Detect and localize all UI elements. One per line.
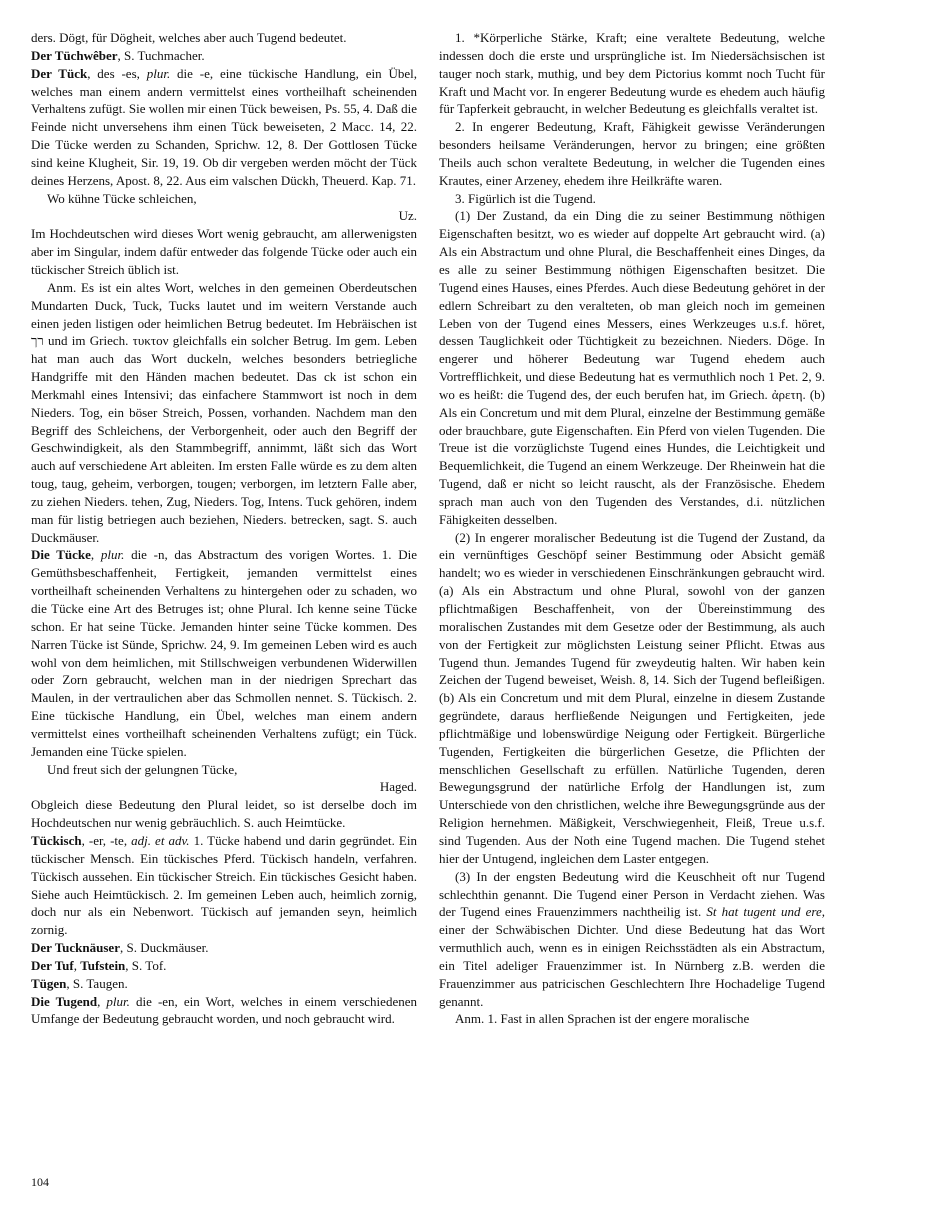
entry-tueck: Der Tück, des -es, plur. die -e, eine tückische Handlung, ein Übel, welches man einem andern vermittelst eines vortheilhaft scheinenden Verhaltens zufügt. Sie wollen mir einen Tück beweisen, Ps. 55, 4. Daß die Feinde nicht unversehens ihm einen Tück beweiseten, 2 Macc. 14, 22. Die Tücke werden zu Schanden, Sprichw. 12, 8. Der Gottlosen Tücke sind keine Klugheit, Sir. 19, 19. Ob dir vergeben werden möcht der Tück deines Herzens, Apost. 8, 22. Aus eim valschen Dückh, Theuerd. Kap. 71. <box>31 65 417 188</box>
sense-paragraph: (3) In der engsten Bedeutung wird die Keuschheit oft nur Tugend schlechthin genannt. Die Tugend einer Person in Verdacht ziehen. Was der Tugend eines Frauenzimmers nachtheilig ist. St hat tugent und ere, einer der Schwäbischen Dichter. Und diese Bedeutung hat das Wort vermuthlich auch, wenn es in einigen Reichsstädten als ein Abstractum, ein Titel adeliger Frauenzimmer ist. In Nürnberg z.B. werden die Frauenzimmer aus patricischen Geschlechtern Ihre Hochadelige Tugend genannt. <box>439 868 825 1009</box>
verse-quote: Wo kühne Tücke schleichen, <box>47 190 197 206</box>
entry-tueckisch: Tückisch, -er, -te, adj. et adv. 1. Tücke habend und darin gegründet. Ein tückischer Mensch. Ein tückisches Pferd. Tückisch handeln, verfahren. Tückisch aussehen. Ein tückischer Streich. Ein tückisches Gesicht haben. Siehe auch Heimtückisch. 2. Im gemeinen Leben auch, heimlich zornig, doch nur als ein Nebenwort. Tückisch auf jemanden seyn, heimlich zornig. <box>31 832 417 938</box>
headword: Der Tüchwêber <box>31 47 118 63</box>
entry-tuf: Der Tuf, Tufstein, S. Tof. <box>31 957 167 973</box>
headword: Die Tugend <box>31 993 98 1009</box>
paragraph: Im Hochdeutschen wird dieses Wort wenig gebraucht, am allerwenigsten aber im Singular, indem dafür entweder das folgende Tücke oder auch ein tückischer Streich üblich ist. <box>31 226 417 277</box>
headword: Tügen <box>31 975 67 991</box>
entry-continuation: ders. Dögt, für Dögheit, welches aber auch Tugend bedeutet. <box>31 30 347 45</box>
headword: Der Tuf <box>31 957 74 973</box>
sense-paragraph: (1) Der Zustand, da ein Ding die zu seiner Bestimmung nöthigen Eigenschaften besitzt, wo es wieder auf doppelte Art gebraucht wird. (a) Als ein Abstractum und ohne Plural, die Beschaffenheit eines Dinges, da es alle zu seiner Bestimmung nöthigen Eigenschaften besitzet. Die Tugend eines Hauses, eines Pferdes. Auch diese Bedeutung gehöret in der edlern Schreibart zu den veralteten, ob man gleich noch im gemeinen Leben von der Tugend eines Messers, eines Werkzeuges u.s.f. höret, dessen Tauglichkeit oder Tüchtigkeit zu bezeichnen. Nieders. Döge. In engerer und höherer Bedeutung war Tugend ehedem auch Vortrefflichkeit, und diese Bedeutung hat es vermuthlich noch 1 Pet. 2, 9. wo es heißt: die Tugend des, der euch berufen hat, im Griech. ἀρετη. (b) Als ein Concretum und mit dem Plural, einzelne der Bestimmung gemäße oder brauchbare, gute Eigenschaften. Ein Pferd von vielen Tugenden. Die Treue ist die vorzüglichste Tugend eines Hundes, die Leichtigkeit und Bequemlichkeit, die Tugend an einem Werkzeuge. Der Rheinwein hat die Tugend, daß er nicht so leicht rauscht, als der Französische. Ehedem sprach man auch von den Tugenden des Verstandes, d.i. nützlichen Fähigkeiten desselben. <box>439 208 825 527</box>
headword: Die Tücke <box>31 547 91 563</box>
headword: Tufstein <box>80 957 126 973</box>
sense-paragraph: 3. Figürlich ist die Tugend. <box>455 190 596 206</box>
annotation-paragraph: Anm. Es ist ein altes Wort, welches in den gemeinen Oberdeutschen Mundarten Duck, Tuck, Tucks lautet und im weitern Verstande auch einen jeden listigen oder heimlichen Betrug bedeutet. Im Hebräischen ist רך und im Griech. τυκτον gleichfalls ein solcher Betrug. Im gem. Leben hat man auch das Wort duckeln, welches besonders betriegliche Handgriffe mit den Händen machen bedeutet. Das ck ist schon ein Merkmahl eines Intensivi; das einfachere Stammwort ist noch in dem Nieders. Tog, ein böser Streich, Possen, vorhanden. Nachdem man den Begriff des Schleichens, der Verborgenheit, oder auch den Begriff der Geschwindigkeit, als den Stammbegriff, annimmt, läßt sich das Wort auch auf verschiedene Art ableiten. Im ersten Falle würde es zu dem alten toug, taug, geheim, verborgen, tougen; verborgen, im letztern Falle aber, zu ziehen Nieders. tehen, Zug, Nieders. Tog, Intens. Tuck gehören, indem man für listig betriegen auch beziehen, Nieders. betrecken, sagt. S. auch Duckmäuser. <box>31 279 417 545</box>
entry-tuegen: Tügen, S. Taugen. <box>31 975 128 991</box>
entry-tugend: Die Tugend, plur. die -en, ein Wort, welches in einem verschiedenen Umfange der Bedeutung gebraucht worden, und noch gebraucht wird. <box>31 993 417 1027</box>
entry-tucknaeuser: Der Tucknäuser, S. Duckmäuser. <box>31 940 209 956</box>
left-column <box>31 29 417 1028</box>
headword: Tückisch <box>31 832 82 848</box>
headword: Der Tucknäuser <box>31 940 120 956</box>
quote-attribution: Haged. <box>379 779 417 795</box>
paragraph: Obgleich diese Bedeutung den Plural leidet, so ist derselbe doch im Hochdeutschen nur wenig gebräuchlich. S. auch Heimtücke. <box>31 797 417 831</box>
entry-tuchweber: Der Tüchwêber, S. Tuchmacher. <box>31 47 205 63</box>
sense-paragraph: 2. In engerer Bedeutung, Kraft, Fähigkeit gewisse Veränderungen besonders heilsame Veränderungen, hervor zu bringen; eine größten Theils auch schon veraltete Bedeutung, in welcher die Tugenden eines Krautes, einer Arzeney, ehedem ihre Heilkräfte waren. <box>439 119 825 188</box>
page-number: 104 <box>31 1175 49 1189</box>
right-column <box>439 29 825 1028</box>
entry-tuecke: Die Tücke, plur. die -n, das Abstractum des vorigen Wortes. 1. Die Gemüthsbeschaffenheit, Fertigkeit, jemanden vermittelst eines vortheilhaft scheinenden Verhaltens zu hintergehen oder zu schaden, wo die Tücke eine Art des Betruges ist; ohne Plural. Ich kenne seine Tücke schon. Er hat seine Tücke. Jemanden hinter seine Tücke kommen. Des Narren Tücke ist Sünde, Sprichw. 24, 9. Im gemeinen Leben wird es auch wohl von dem heimlichen, mit Stillschweigen verbundenen Widerwillen oder Zorn gebraucht, welchen man in der niedrigen Sprechart das Maulen, in der vertraulichen aber das Schmollen nennet. S. Tückisch. 2. Eine tückische Handlung, ein Übel, welches man einem andern vermittelst eines vortheilhaft scheinenden Verhaltens zufügt; ein Tück. Jemanden eine Tücke spielen. <box>31 547 417 759</box>
headword: Der Tück <box>31 65 88 81</box>
annotation-paragraph: Anm. 1. Fast in allen Sprachen ist der engere moralische <box>455 1011 750 1027</box>
verse-quote: Und freut sich der gelungnen Tücke, <box>47 761 238 777</box>
sense-paragraph: (2) In engerer moralischer Bedeutung ist die Tugend der Zustand, da ein vernünftiges Geschöpf seiner Bestimmung oder Absicht gemäß handelt; wo es wieder in verschiedenen Einschränkungen gebraucht wird. (a) Als ein Abstractum und ohne Plural, sowohl von der ganzen pflichtmaßigen Beschaffenheit, von der Übereinstimmung des moralischen Zustandes mit dem Gesetze oder der Bestimmung, als auch von der Fertigkeit zur möglichsten Leistung seiner Pflicht. Etwas aus Tugend thun. Jemandes Tugend für zweydeutig halten. Wir haben kein Zeichen der Tugend beweiset, Weish. 8, 14. Sich der Tugend befleißigen. (b) Als ein Concretum und mit dem Plural, einzelne in diesem Zustande gegründete, daraus herfließende Neigungen und Fertigkeiten, jede pflichtmäßige und lobenswürdige Neigung oder Fertigkeit. Bürgerliche Tugenden, Fertigkeiten die bürgerlichen Gesetze, die Pflichten der menschlichen Gesellschaft zu erfüllen. Natürliche Tugenden, deren Bewegungsgrund der natürliche Erfolg der Handlungen ist, zum Unterschiede von den christlichen, welche ihre Bewegungsgründe aus der Religion hernehmen. Mäßigkeit, Verschwiegenheit, Fleiß, Treue u.s.f. sind Tugenden. Aus der Noth eine Tugend machen. Die Tugend stehet hier der Untugend, ingleichen dem Laster entgegen. <box>439 529 825 866</box>
sense-paragraph: 1. *Körperliche Stärke, Kraft; eine veraltete Bedeutung, welche indessen doch die erste und ursprüngliche ist. Im Niedersächsischen ist tauger noch stark, muthig, und bey dem Pictorius kommt noch Tucht für Kraft und Macht vor. In engerer Bedeutung wurde es ehedem auch häufig für Tapferkeit gebraucht, in welcher Bedeutung es gleichfalls veraltet ist. <box>439 30 825 117</box>
quote-attribution: Uz. <box>398 208 417 224</box>
